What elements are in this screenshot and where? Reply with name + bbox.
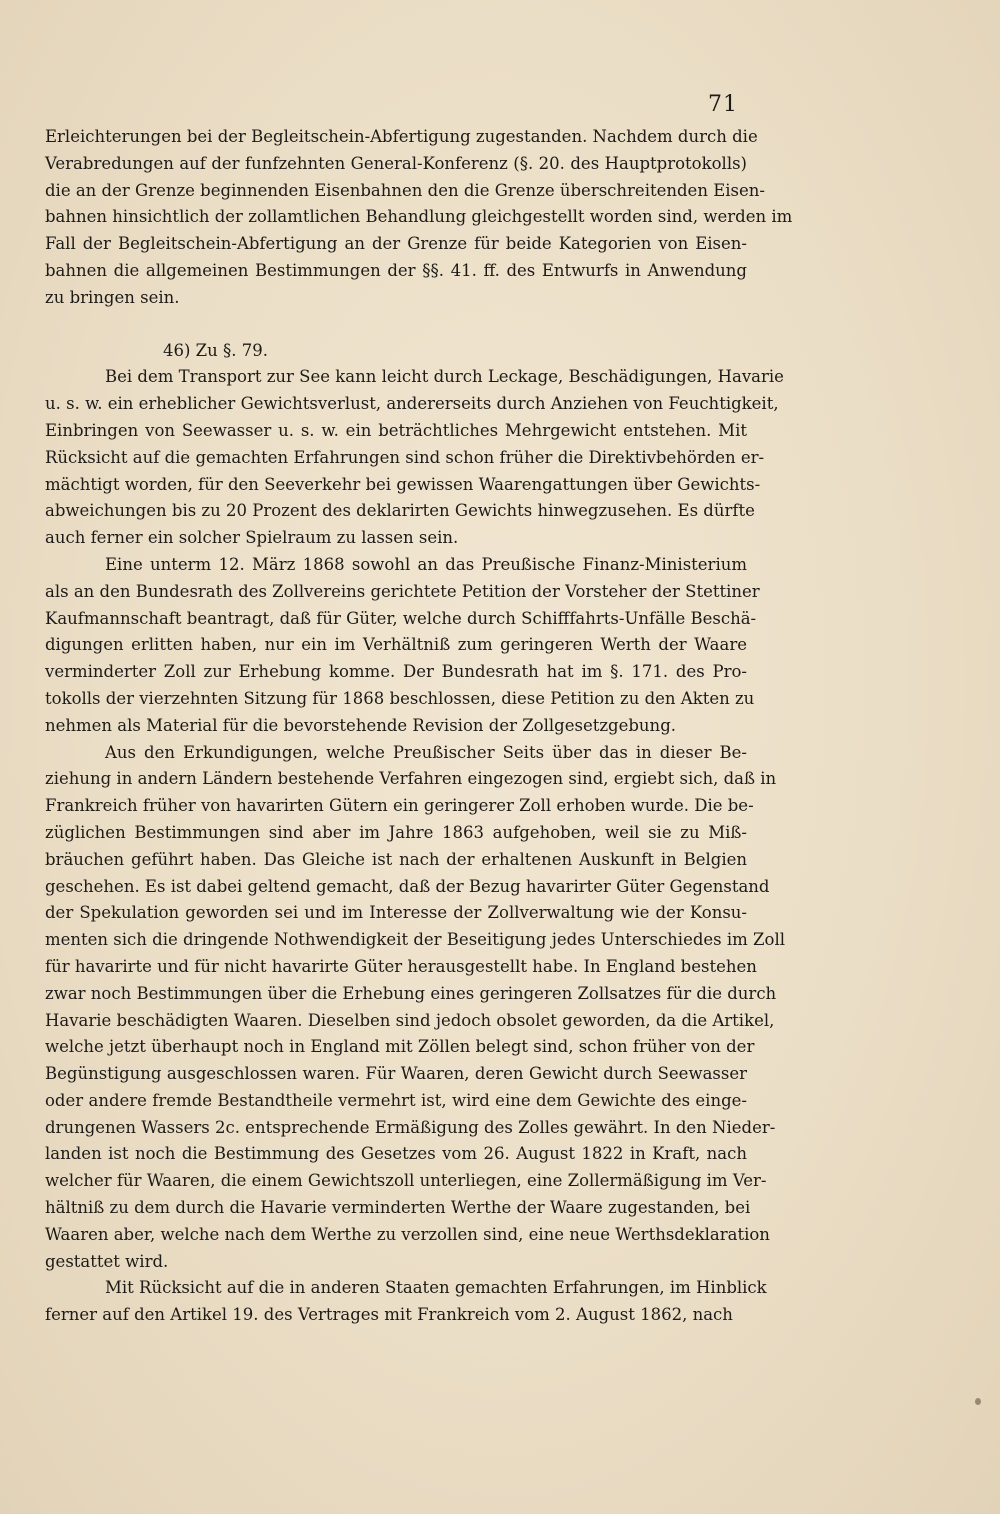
text-line: Fall der Begleitschein-Abfertigung an der Grenze für beide Kategorien von Eisen- [45, 234, 747, 254]
text-line: gestattet wird. [45, 1251, 169, 1271]
text-line: verminderter Zoll zur Erhebung komme. Der Bundesrath hat im §. 171. des Pro- [45, 662, 747, 682]
text-line: welcher für Waaren, die einem Gewichtszoll unterliegen, eine Zollermäßigung im Ver- [45, 1171, 767, 1191]
text-line: Verabredungen auf der funfzehnten General-Konferenz (§. 20. des Hauptprotokolls) [45, 153, 747, 173]
paragraph [45, 124, 793, 312]
text-line: Frankreich früher von havarirten Gütern ein geringerer Zoll erhoben wurde. Die be- [45, 796, 754, 816]
paragraph [45, 740, 786, 1276]
text-line: u. s. w. ein erheblicher Gewichtsverlust, andererseits durch Anziehen von Feuchtigkeit, [45, 394, 779, 414]
text-line: abweichungen bis zu 20 Prozent des deklarirten Gewichts hinwegzusehen. Es dürfte [45, 501, 755, 521]
text-line: auch ferner ein solcher Spielraum zu lassen sein. [45, 528, 459, 548]
text-line: Mit Rücksicht auf die in anderen Staaten gemachten Erfahrungen, im Hinblick [105, 1278, 767, 1298]
page-number: 71 [708, 92, 738, 117]
text-line: Eine unterm 12. März 1868 sowohl an das Preußische Finanz-Ministerium [105, 554, 747, 574]
paragraph [45, 364, 784, 552]
text-line: Erleichterungen bei der Begleitschein-Abfertigung zugestanden. Nachdem durch die [45, 127, 758, 146]
text-line: die an der Grenze beginnenden Eisenbahnen den die Grenze überschreitenden Eisen- [45, 180, 765, 200]
text-line: oder andere fremde Bestandtheile vermehrt ist, wird eine dem Gewichte des einge- [45, 1090, 747, 1110]
heading-text: 46) Zu §. 79. [163, 340, 268, 360]
text-line: Kaufmannschaft beantragt, daß für Güter, welche durch Schifffahrts-Unfälle Beschä- [45, 608, 757, 628]
text-line: als an den Bundesrath des Zollvereins gerichtete Petition der Vorsteher der Stettiner [45, 581, 760, 601]
paragraph [45, 1275, 767, 1329]
text-line: bahnen hinsichtlich der zollamtlichen Behandlung gleichgestellt worden sind, werden im [45, 207, 793, 227]
paragraph [45, 552, 760, 740]
text-line: Aus den Erkundigungen, welche Preußischer Seits über das in dieser Be- [105, 742, 747, 762]
text-line: landen ist noch die Bestimmung des Gesetzes vom 26. August 1822 in Kraft, nach [45, 1144, 747, 1164]
section-heading [45, 338, 747, 365]
text-line: tokolls der vierzehnten Sitzung für 1868 beschlossen, diese Petition zu den Akten zu [45, 688, 755, 708]
text-line: zwar noch Bestimmungen über die Erhebung eines geringeren Zollsatzes für die durch [45, 983, 777, 1003]
spacer [45, 312, 747, 338]
text-line: bräuchen geführt haben. Das Gleiche ist nach der erhaltenen Auskunft in Belgien [45, 849, 747, 869]
paper-spot [975, 1398, 981, 1405]
text-line: ferner auf den Artikel 19. des Vertrages mit Frankreich vom 2. August 1862, nach [45, 1305, 733, 1325]
text-line: hältniß zu dem durch die Havarie verminderten Werthe der Waare zugestanden, bei [45, 1198, 751, 1218]
text-line: geschehen. Es ist dabei geltend gemacht, daß der Bezug havarirter Güter Gegenstand [45, 876, 770, 896]
text-line: Einbringen von Seewasser u. s. w. ein beträchtliches Mehrgewicht entstehen. Mit [45, 420, 747, 440]
text-line: für havarirte und für nicht havarirte Güter herausgestellt habe. In England bestehen [45, 956, 757, 976]
text-line: der Spekulation geworden sei und im Interesse der Zollverwaltung wie der Konsu- [45, 903, 747, 923]
text-line: welche jetzt überhaupt noch in England mit Zöllen belegt sind, schon früher von der [45, 1037, 755, 1057]
text-line: nehmen als Material für die bevorstehende Revision der Zollgesetzgebung. [45, 715, 676, 735]
text-line: bahnen die allgemeinen Bestimmungen der §§. 41. ff. des Entwurfs in Anwendung [45, 260, 747, 280]
text-line: Havarie beschädigten Waaren. Dieselben sind jedoch obsolet geworden, da die Artikel, [45, 1010, 775, 1030]
text-line: Begünstigung ausgeschlossen waren. Für Waaren, deren Gewicht durch Seewasser [45, 1064, 747, 1084]
text-line: Rücksicht auf die gemachten Erfahrungen sind schon früher die Direktivbehörden er- [45, 447, 765, 467]
text-line: züglichen Bestimmungen sind aber im Jahre 1863 aufgehoben, weil sie zu Miß- [45, 822, 747, 842]
text-line: digungen erlitten haben, nur ein im Verhältniß zum geringeren Werth der Waare [45, 635, 747, 655]
text-line: drungenen Wassers 2c. entsprechende Ermäßigung des Zolles gewährt. In den Nieder- [45, 1117, 776, 1137]
text-line: ziehung in andern Ländern bestehende Verfahren eingezogen sind, ergiebt sich, daß in [45, 769, 777, 789]
text-line: Waaren aber, welche nach dem Werthe zu verzollen sind, eine neue Werthsdeklaration [45, 1224, 770, 1244]
text-line: Bei dem Transport zur See kann leicht durch Leckage, Beschädigungen, Havarie [105, 367, 784, 387]
body-text [45, 124, 793, 1329]
text-line: mächtigt worden, für den Seeverkehr bei gewissen Waarengattungen über Gewichts- [45, 474, 761, 494]
text-line: menten sich die dringende Nothwendigkeit der Beseitigung jedes Unterschiedes im Zoll [45, 930, 786, 950]
text-line: zu bringen sein. [45, 287, 180, 307]
